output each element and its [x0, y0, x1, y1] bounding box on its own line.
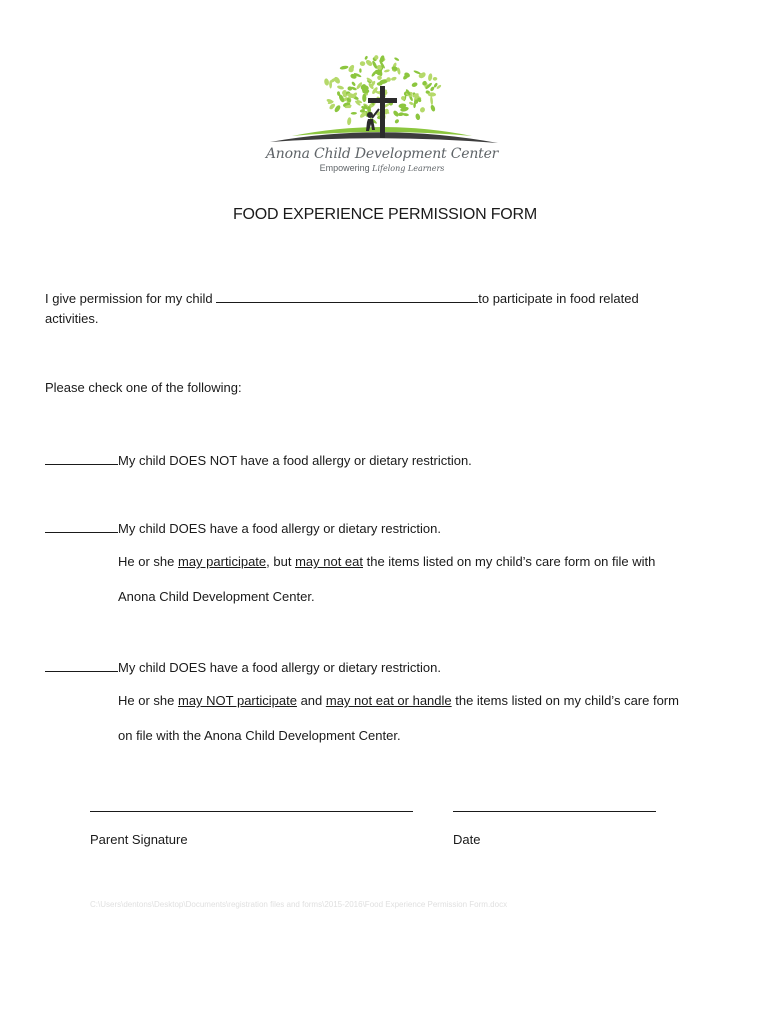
leaf-mark: [430, 104, 436, 112]
option-2: [45, 519, 441, 536]
leaf-mark: [411, 82, 418, 88]
option-1-label: My child DOES NOT have a food allergy or dietary restriction.: [118, 453, 472, 468]
leaf-mark: [430, 96, 434, 105]
option-3-detail-text: the items listed on my child’s care form: [451, 693, 679, 708]
permission-suffix: to participate in food related: [478, 291, 639, 306]
tagline-emphasis: Lifelong Learners: [372, 164, 445, 173]
option-3-underline-not-participate: may NOT participate: [177, 693, 297, 708]
option-3-underline-not-eat-handle: may not eat or handle: [325, 693, 452, 708]
option-2-label: My child DOES have a food allergy or dietary restriction.: [118, 521, 441, 536]
leaf-mark: [359, 68, 362, 72]
option-2-detail: [118, 554, 655, 569]
permission-line-2: activities.: [45, 311, 99, 326]
permission-prefix: I give permission for my child: [45, 291, 213, 306]
option-2-underline-not-eat: may not eat: [295, 554, 363, 569]
leaf-mark: [394, 118, 400, 124]
leaf-mark: [428, 92, 436, 96]
leaf-mark: [337, 85, 345, 90]
leaf-mark: [339, 65, 348, 70]
leaf-mark: [351, 81, 356, 87]
option-2-underline-participate: may participate: [177, 554, 267, 569]
child-name-field[interactable]: [216, 289, 478, 303]
option-2-detail-text: , but: [266, 554, 296, 569]
parent-signature-label: Parent Signature: [90, 832, 188, 847]
org-tagline: [262, 163, 502, 173]
tagline-main: Empowering: [319, 163, 370, 173]
leaf-mark: [364, 55, 368, 60]
leaf-mark: [360, 61, 365, 66]
leaf-mark: [428, 73, 433, 81]
option-3: [45, 658, 441, 675]
option-2-detail-text: He or she: [118, 554, 178, 569]
option-1-check-field[interactable]: [45, 451, 118, 465]
leaf-mark: [347, 117, 352, 125]
leaf-mark: [365, 59, 374, 67]
option-3-detail-line-2: on file with the Anona Child Development Center.: [118, 728, 401, 743]
leaf-mark: [409, 101, 414, 105]
option-3-label: My child DOES have a food allergy or dietary restriction.: [118, 660, 441, 675]
leaf-mark: [398, 112, 405, 117]
option-3-check-field[interactable]: [45, 658, 118, 672]
permission-line: [45, 289, 639, 306]
leaf-mark: [324, 78, 330, 86]
leaf-mark: [413, 70, 421, 75]
date-field[interactable]: [453, 811, 656, 812]
option-2-detail-text: the items listed on my child’s care form on file with: [363, 554, 656, 569]
leaf-mark: [415, 113, 421, 121]
leaf-mark: [371, 60, 378, 69]
option-2-check-field[interactable]: [45, 519, 118, 533]
leaf-mark: [384, 69, 390, 73]
file-path-footer: C:\Users\dentons\Desktop\Documents\registration files and forms\2015-2016\Food Experience Permission Form.docx: [90, 900, 508, 909]
option-3-detail: [118, 693, 679, 708]
form-title: FOOD EXPERIENCE PERMISSION FORM: [232, 206, 538, 223]
tree-cross-logo-icon: [262, 52, 502, 152]
leaf-mark: [362, 94, 366, 102]
leaf-mark: [391, 76, 398, 81]
date-label: Date: [453, 832, 481, 847]
leaf-mark: [351, 112, 357, 115]
option-2-detail-line-2: Anona Child Development Center.: [118, 589, 315, 604]
leaf-mark: [419, 106, 426, 113]
leaf-mark: [432, 77, 437, 81]
option-3-detail-text: He or she: [118, 693, 178, 708]
check-prompt: Please check one of the following:: [45, 380, 242, 395]
leaf-mark: [394, 57, 400, 62]
option-3-detail-text: and: [296, 693, 326, 708]
org-name: Anona Child Development Center: [265, 146, 499, 162]
option-1: [45, 451, 472, 468]
parent-signature-field[interactable]: [90, 811, 413, 812]
